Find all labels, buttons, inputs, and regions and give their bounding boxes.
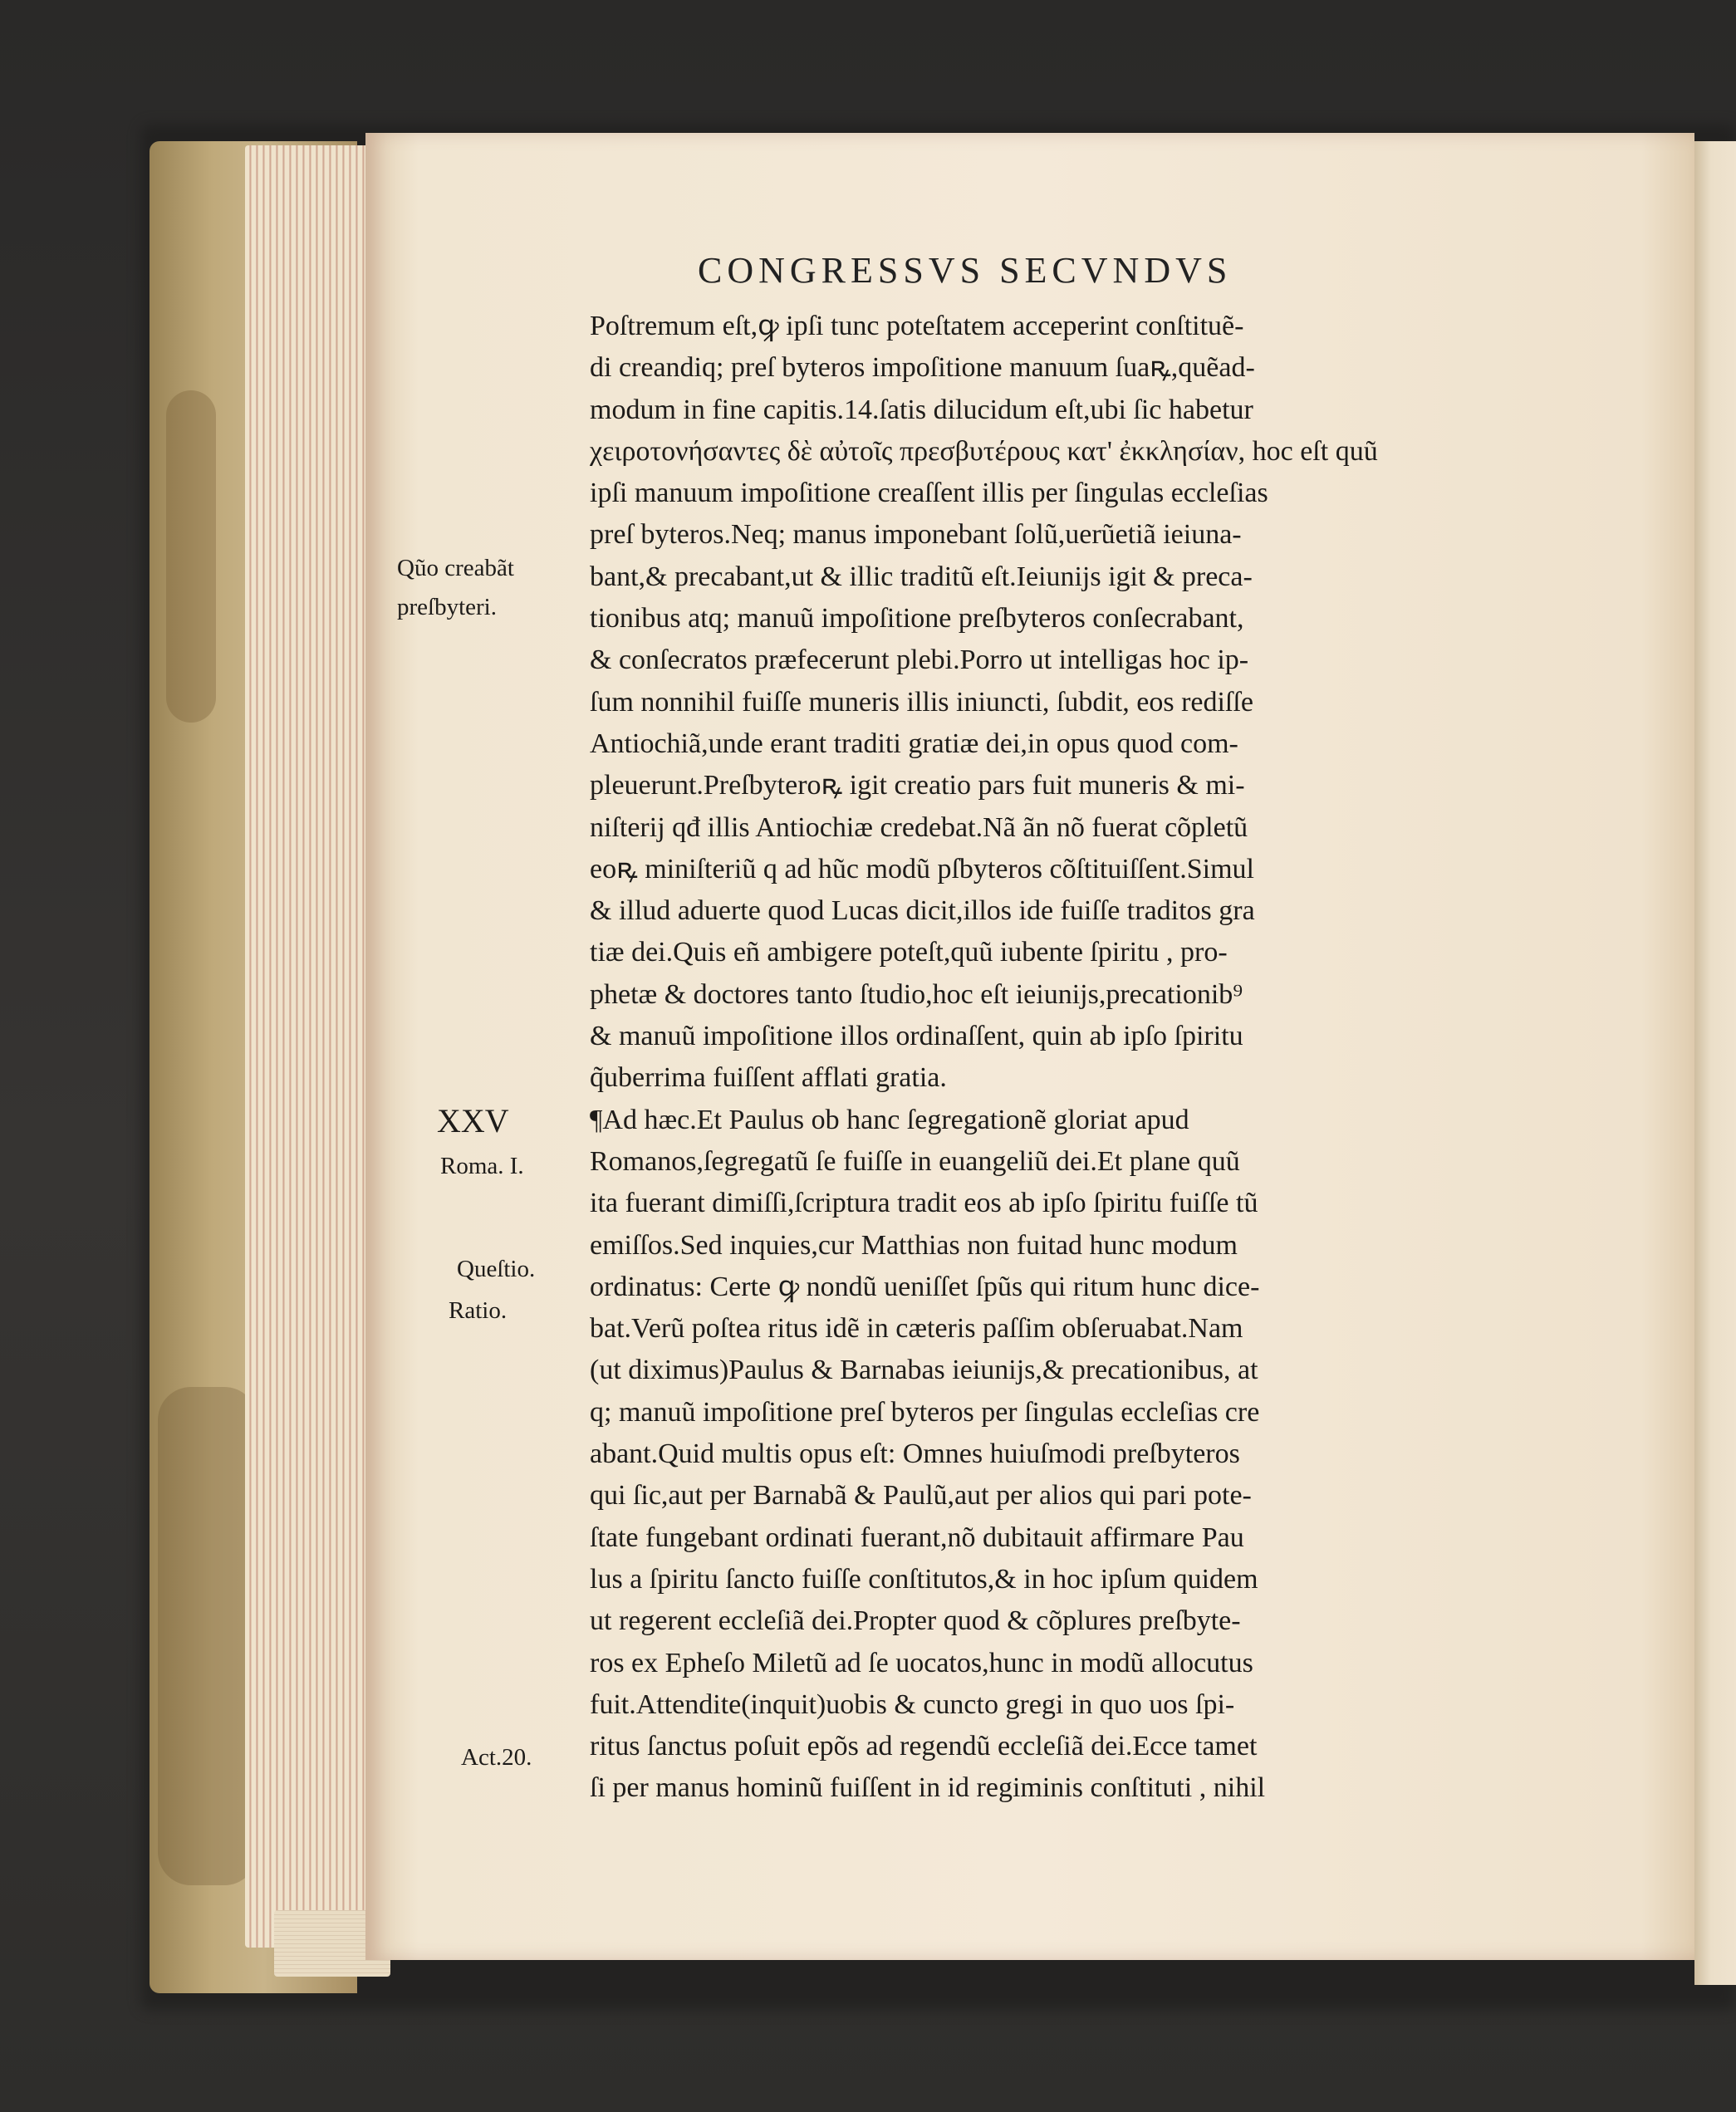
text-line: eoꝶ miniſteriũ q ad hũc modũ pſbyteros cõſtituiſſent.Simul	[590, 853, 1254, 884]
text-line: qui ſic,aut per Barnabã & Paulũ,aut per alios qui pari pote-	[590, 1480, 1252, 1512]
text-line: ordinatus: Certe ꝙ nondũ ueniſſet ſpũs qui ritum hunc dice-	[590, 1271, 1260, 1302]
running-head: CONGRESSVS SECVNDVS	[698, 250, 1233, 291]
text-line: ſi per manus hominũ fuiſſent in id regiminis conſtituti , nihil	[590, 1772, 1266, 1804]
text-line: modum in fine capitis.14.ſatis dilucidum eſt,ubi ſic habetur	[590, 394, 1253, 425]
text-line: ita fuerant dimiſſi,ſcriptura tradit eos ab ipſo ſpiritu fuiſſe tũ	[590, 1188, 1258, 1219]
binding-stain	[158, 1387, 257, 1885]
text-line: niſterij qđ illis Antiochiæ credebat.Nã ãn nõ fuerat cõpletũ	[590, 811, 1248, 843]
text-line: ritus ſanctus poſuit epõs ad regendũ eccleſiã dei.Ecce tamet	[590, 1731, 1258, 1762]
text-line: tionibus atq; manuũ impoſitione preſbyteros conſecrabant,	[590, 603, 1244, 635]
text-line: ſtate fungebant ordinati fuerant,nõ dubitauit affirmare Pau	[590, 1522, 1244, 1553]
text-line: abant.Quid multis opus eſt: Omnes huiuſmodi preſbyteros	[590, 1438, 1240, 1470]
text-line: bant,& precabant,ut & illic traditũ eſt.Ieiunijs igit & preca-	[590, 561, 1253, 592]
text-line: (ut diximus)Paulus & Barnabas ieiunijs,& precationibus, at	[590, 1355, 1258, 1386]
text-line: emiſſos.Sed inquies,cur Matthias non fuitad hunc modum	[590, 1229, 1238, 1261]
text-line: ros ex Epheſo Miletũ ad ſe uocatos,hunc in modũ allocutus	[590, 1647, 1253, 1678]
body-text	[590, 306, 1528, 1810]
text-line: pleuerunt.Preſbyteroꝶ igit creatio pars fuit muneris & mi-	[590, 770, 1245, 801]
marginal-note: preſbyteri.	[397, 594, 497, 620]
marginal-note: Act.20.	[461, 1744, 532, 1771]
text-line: phetæ & doctores tanto ſtudio,hoc eſt ieiunijs,precationib⁹	[590, 978, 1243, 1010]
binding-stain	[166, 390, 216, 723]
text-line: lus a ſpiritu ſancto fuiſſe conſtitutos,& in hoc ipſum quidem	[590, 1563, 1258, 1595]
text-line: ut regerent eccleſiã dei.Propter quod & cõplures preſbyte-	[590, 1605, 1241, 1637]
text-line: tiæ dei.Quis eñ ambigere poteſt,quũ iubente ſpiritu , pro-	[590, 937, 1228, 968]
text-line: preſ byteros.Neq; manus imponebant ſolũ,uerũetiã ieiuna-	[590, 519, 1242, 551]
marginal-note: Qũo creabãt	[397, 555, 514, 581]
text-line: Antiochiã,unde erant traditi gratiæ dei,in opus quod com-	[590, 728, 1238, 759]
text-line: ipſi manuum impoſitione creaſſent illis per ſingulas eccleſias	[590, 478, 1268, 509]
text-line: ſum nonnihil fuiſſe muneris illis iniuncti, ſubdit, eos rediſſe	[590, 686, 1253, 718]
text-line: χειροτονήσαντες δὲ αὐτοῖς πρεσβυτέρους κατ' ἐκκλησίαν, hoc eſt quũ	[590, 435, 1378, 467]
marginal-note: Queſtio.	[457, 1256, 536, 1282]
text-line: & conſecratos præfecerunt plebi.Porro ut intelligas hoc ip-	[590, 644, 1249, 676]
text-line: q̃uberrima fuiſſent afflati gratia.	[590, 1062, 947, 1094]
facing-page-edge	[1694, 141, 1736, 1985]
text-line: bat.Verũ poſtea ritus idẽ in cæteris paſſim obſeruabat.Nam	[590, 1313, 1243, 1345]
text-line: di creandiq; preſ byteros impoſitione manuum ſuaꝶ,quẽad-	[590, 352, 1255, 384]
text-line: & illud aduerte quod Lucas dicit,illos ide fuiſſe traditos gra	[590, 895, 1255, 927]
text-line: ¶Ad hæc.Et Paulus ob hanc ſegregationẽ gloriat apud	[590, 1104, 1189, 1135]
text-line: Poſtremum eſt,ꝙ ipſi tunc poteſtatem acceperint conſtituẽ-	[590, 311, 1244, 341]
text-line: fuit.Attendite(inquit)uobis & cuncto gregi in quo uos ſpi-	[590, 1688, 1235, 1720]
marginal-numeral: XXV	[437, 1102, 509, 1139]
text-line: & manuũ impoſitione illos ordinaſſent, quin ab ipſo ſpiritu	[590, 1021, 1243, 1052]
marginal-note: Ratio.	[449, 1297, 508, 1324]
text-line: q; manuũ impoſitione preſ byteros per ſingulas eccleſias cre	[590, 1396, 1260, 1428]
marginal-note: Roma. I.	[440, 1153, 524, 1179]
text-line: Romanos,ſegregatũ ſe fuiſſe in euangeliũ dei.Et plane quũ	[590, 1145, 1240, 1177]
